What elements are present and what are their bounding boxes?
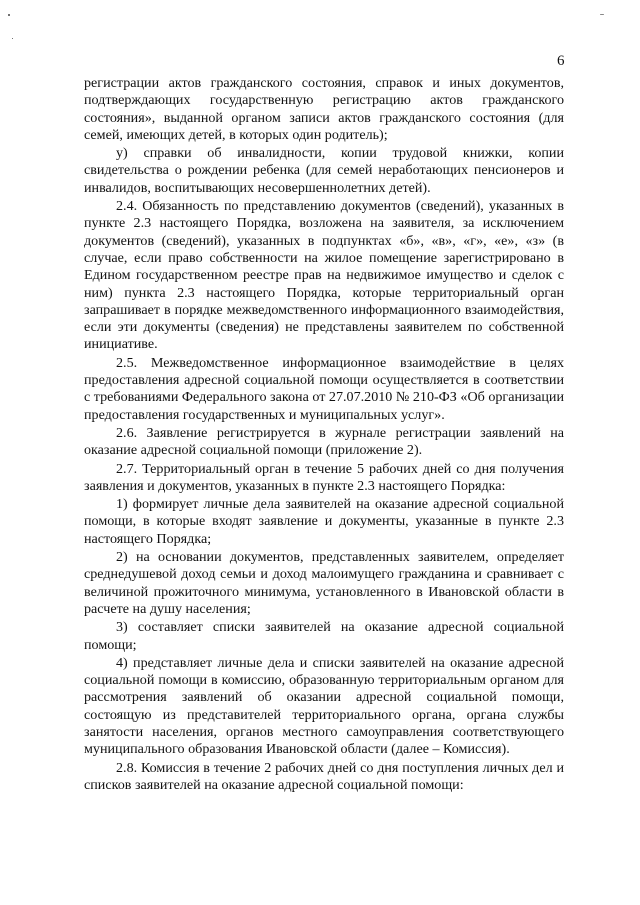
paragraph-2-7-item-1: 1) формирует личные дела заявителей на оказание адресной социальной помощи, в которые входят заявление и документы, указанные в пункте 2.3 настоящего Порядка; (84, 496, 564, 547)
paragraph-2-8: 2.8. Комиссия в течение 2 рабочих дней со дня поступления личных дел и списков заявителей на оказание адресной социальной помощи: (84, 759, 564, 793)
paragraph-2-7: 2.7. Территориальный орган в течение 5 рабочих дней со дня получения заявления и документов, указанных в пункте 2.3 настоящего Порядка: (84, 460, 564, 494)
paragraph-2-7-item-3: 3) составляет списки заявителей на оказание адресной социальной помощи; (84, 619, 564, 653)
page-number: 6 (557, 53, 565, 69)
scan-speck (600, 14, 604, 15)
paragraph-2-7-item-2: 2) на основании документов, представленных заявителем, определяет среднедушевой доход семьи и доход малоимущего гражданина и сравнивает с величиной прожиточного минимума, установленного в Ивановской области в расчете на душу населения; (84, 549, 564, 617)
paragraph-2-5: 2.5. Межведомственное информационное взаимодействие в целях предоставления адресной социальной помощи осуществляется в соответствии с требованиями Федерального закона от 27.07.2010 № 210-ФЗ «Об организации предоставления государственных и муниципальных услуг». (84, 354, 564, 423)
scan-speck (8, 14, 10, 16)
document-body (84, 74, 564, 794)
paragraph-2-7-item-4: 4) представляет личные дела и списки заявителей на оказание адресной социальной помощи в комиссию, образованную территориальным органом для рассмотрения заявлений об оказании адресной социальной помощи, состоящую из представителей территориального органа, органа службы занятости населения, органов местного самоуправления соответствующего муниципального образования Ивановской области (далее – Комиссия). (84, 654, 564, 758)
paragraph-continuation: регистрации актов гражданского состояния, справок и иных документов, подтверждающих государственную регистрацию актов гражданского состояния», выданной органом записи актов гражданского состояния (для семей, имеющих детей, в которых один родитель); (84, 75, 564, 143)
paragraph-2-4: 2.4. Обязанность по представлению документов (сведений), указанных в пункте 2.3 настоящего Порядка, возложена на заявителя, за исключением документов (сведений), указанных в подпунктах «б», «в», «г», «е», «з» (в случае, если право собственности на жилое помещение зарегистрировано в Едином государственном реестре прав на недвижимое имущество и сделок с ним) пункта 2.3 настоящего Порядка, которые территориальный орган запрашивает в порядке межведомственного информационного взаимодействия, если эти документы (сведения) не представлены заявителем по собственной инициативе. (84, 198, 564, 353)
paragraph-2-6: 2.6. Заявление регистрируется в журнале регистрации заявлений на оказание адресной социальной помощи (приложение 2). (84, 424, 564, 459)
paragraph-item-u: у) справки об инвалидности, копии трудовой книжки, копии свидетельства о рождении ребенка (для семей неработающих пенсионеров и инвалидов, воспитывающих несовершеннолетних детей). (84, 145, 564, 196)
scan-speck (12, 38, 13, 39)
